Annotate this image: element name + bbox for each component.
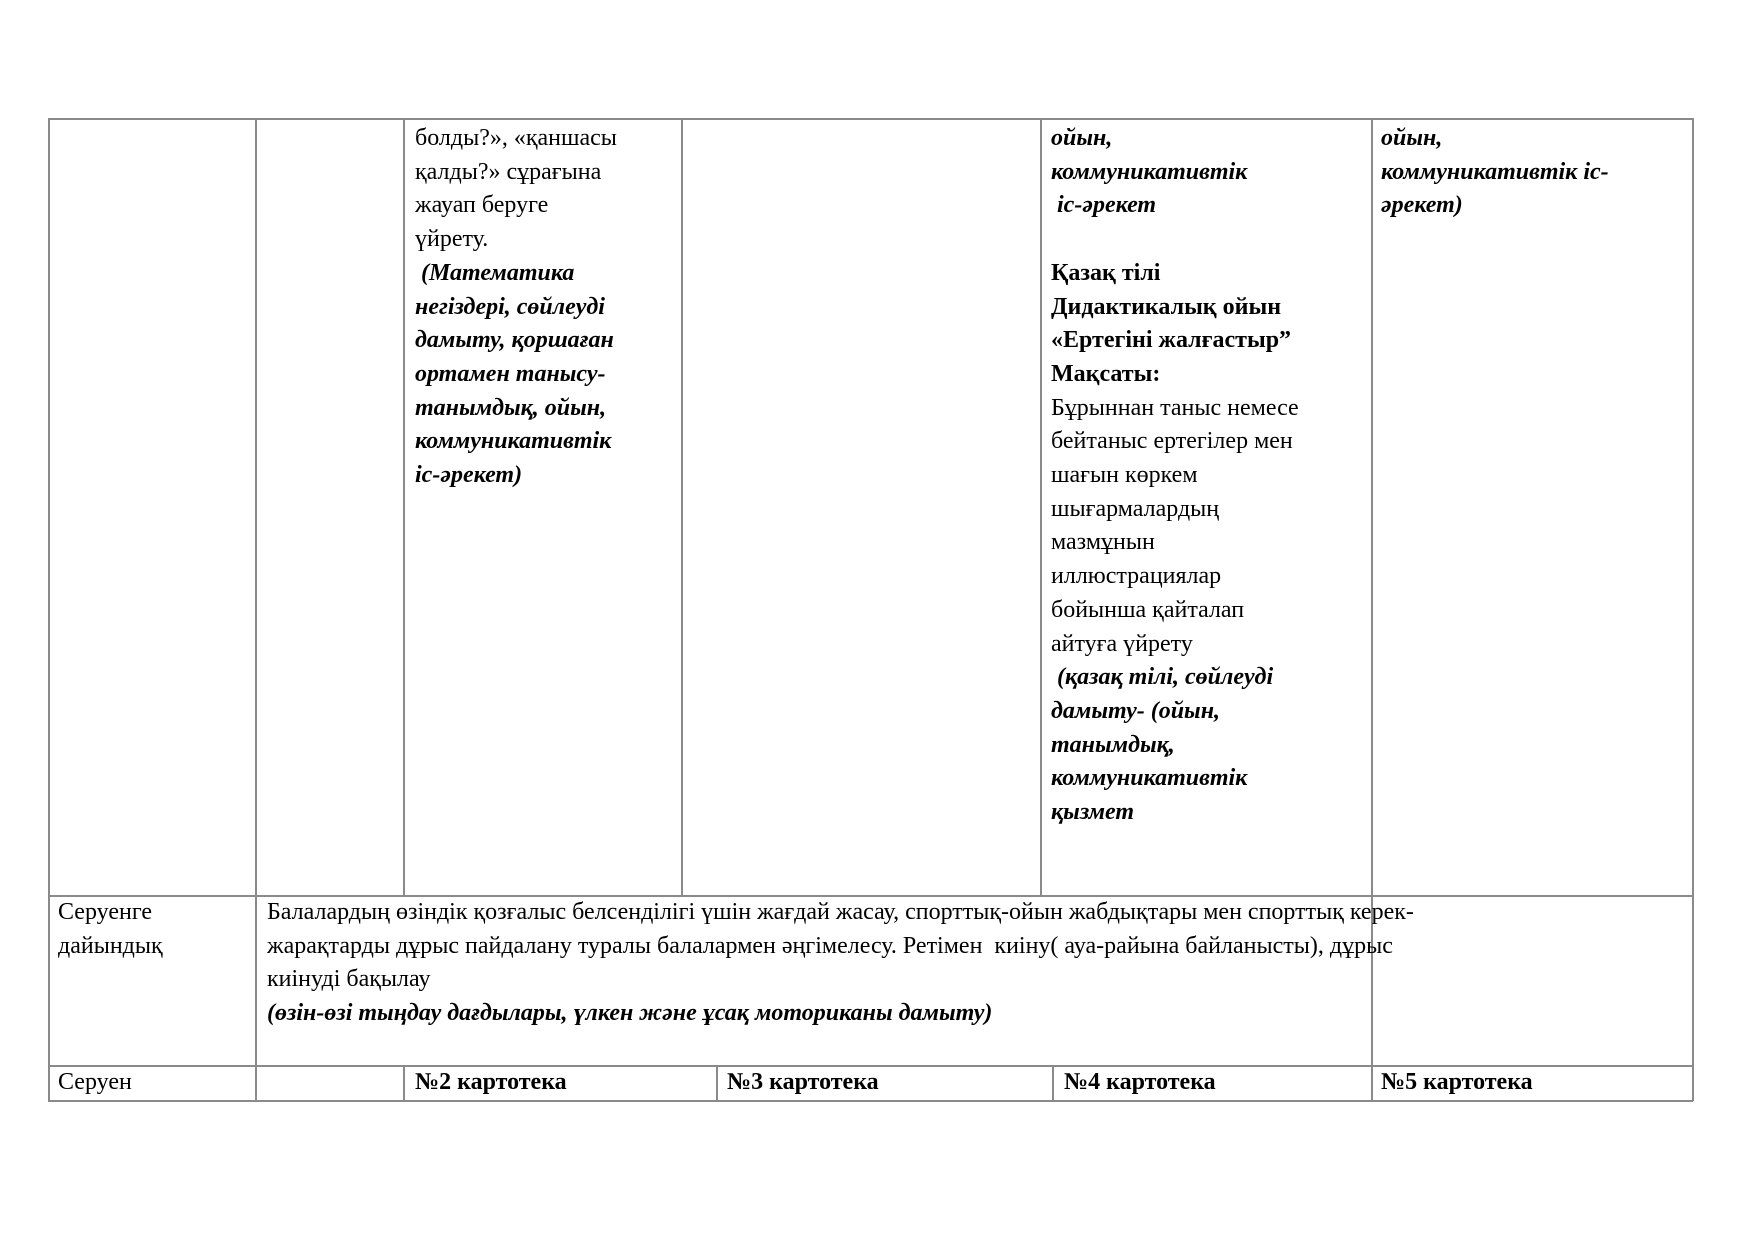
row1-col5-italic-top-3: іс-әрекет — [1051, 192, 1157, 219]
row1-col5-goal-2: бейтаныс ертегілер мен — [1051, 428, 1293, 455]
row1-col3-italic-4: ортамен танысу- — [415, 360, 606, 387]
row1-col5-goal-3: шағын көркем — [1051, 462, 1198, 489]
row3-card-4-cell — [1064, 1066, 1369, 1100]
row3-label: Серуен — [58, 1069, 132, 1095]
row1-col6-italic-1: ойын, — [1381, 125, 1443, 151]
row1-col3-line-1: болды?», «қаншасы — [415, 125, 617, 151]
row1-col6-italic-2: коммуникативтік іс- — [1381, 158, 1609, 185]
row2-text-line-1: Балалардың өзіндік қозғалыс белсенділігі үшін жағдай жасау, спорттық-ойын жабдықтары мен спорттық керек- — [267, 899, 1414, 925]
row1-col6-italic-3: әрекет) — [1381, 192, 1463, 219]
row1-col5-goal-5: мазмұнын — [1051, 529, 1155, 556]
row1-col5-goal-1: Бұрыннан таныс немесе — [1051, 394, 1299, 421]
row1-col3-italic-7: іс-әрекет) — [415, 462, 523, 489]
row1-col3-italic-6: коммуникативтік — [415, 428, 612, 455]
table-border-left — [48, 118, 50, 1101]
row1-col5-italic-bottom-1: (қазақ тілі, сөйлеуді — [1051, 664, 1274, 691]
row2-text-line-3: киінуді бақылау — [267, 966, 431, 993]
row1-col5-italic-top-1: ойын, — [1051, 125, 1113, 151]
row3-card-2: №2 картотека — [415, 1069, 567, 1095]
row2-label-cell — [58, 896, 253, 963]
row1-col5-italic-bottom-3: танымдық, — [1051, 731, 1175, 758]
row2-label-line-2: дайындық — [58, 932, 163, 959]
col-divider-1 — [255, 118, 257, 1101]
row2-label-line-1: Серуенге — [58, 899, 152, 925]
row1-col3-line-4: үйрету. — [415, 226, 489, 253]
col-divider-3-top — [681, 118, 683, 896]
table-border-right — [1692, 118, 1694, 1101]
row1-col5-game-type: Дидактикалық ойын — [1051, 293, 1282, 320]
row1-col5-italic-bottom-2: дамыту- (ойын, — [1051, 697, 1221, 724]
row3-card-5-cell — [1381, 1066, 1691, 1100]
row1-col3-italic-2: негіздері, сөйлеуді — [415, 293, 605, 320]
row3-card-3-cell — [727, 1066, 1049, 1100]
col-divider-3-bottom — [716, 1065, 718, 1101]
row1-col3-italic-5: танымдық, ойын, — [415, 394, 607, 421]
row1-col3-line-3: жауап беруге — [415, 192, 549, 219]
row3-card-5: №5 картотека — [1381, 1069, 1533, 1095]
row1-col5-game-title: «Ертегіні жалғастыр” — [1051, 327, 1292, 354]
row1-col3-italic-1: (Математика — [415, 259, 575, 286]
row1-col5-goal-4: шығармалардың — [1051, 495, 1220, 522]
col-divider-4-bottom — [1052, 1065, 1054, 1101]
row1-col3-cell — [415, 122, 680, 493]
row1-col5-goal-7: бойынша қайталап — [1051, 596, 1245, 623]
row1-col5-subject: Қазақ тілі — [1051, 259, 1161, 286]
row1-col5-italic-top-2: коммуникативтік — [1051, 158, 1248, 185]
row1-col3-line-2: қалды?» сұрағына — [415, 158, 602, 185]
col-divider-4-top — [1040, 118, 1042, 896]
row1-col5-goal-8: айтуға үйрету — [1051, 630, 1193, 657]
row3-label-cell — [58, 1066, 253, 1100]
table-border-top — [48, 118, 1693, 120]
row1-col5-spacer — [1051, 223, 1369, 257]
row1-col5-cell — [1051, 122, 1369, 830]
table-border-bottom — [48, 1100, 1693, 1102]
row1-col3-italic-3: дамыту, қоршаған — [415, 327, 614, 354]
row2-italic-note: (өзін-өзі тыңдау дағдылары, үлкен және ұсақ моториканы дамыту) — [267, 1000, 993, 1027]
col-divider-2-top — [403, 118, 405, 896]
row3-card-2-cell — [415, 1066, 713, 1100]
row1-col5-italic-bottom-4: коммуникативтік — [1051, 765, 1248, 792]
row1-col5-goal-6: иллюстрациялар — [1051, 563, 1222, 590]
row1-col5-italic-bottom-5: қызмет — [1051, 799, 1135, 826]
row1-col6-cell — [1381, 122, 1691, 223]
row3-card-3: №3 картотека — [727, 1069, 879, 1095]
col-divider-2-bottom — [403, 1065, 405, 1101]
row2-text-cell — [267, 896, 1691, 1031]
row1-col5-goal-label: Мақсаты: — [1051, 360, 1161, 387]
row2-text-line-2: жарақтарды дұрыс пайдалану туралы балалармен әңгімелесу. Ретімен киіну( ауа-райына байланысты), дұрыс — [267, 932, 1393, 959]
row3-card-4: №4 картотека — [1064, 1069, 1216, 1095]
